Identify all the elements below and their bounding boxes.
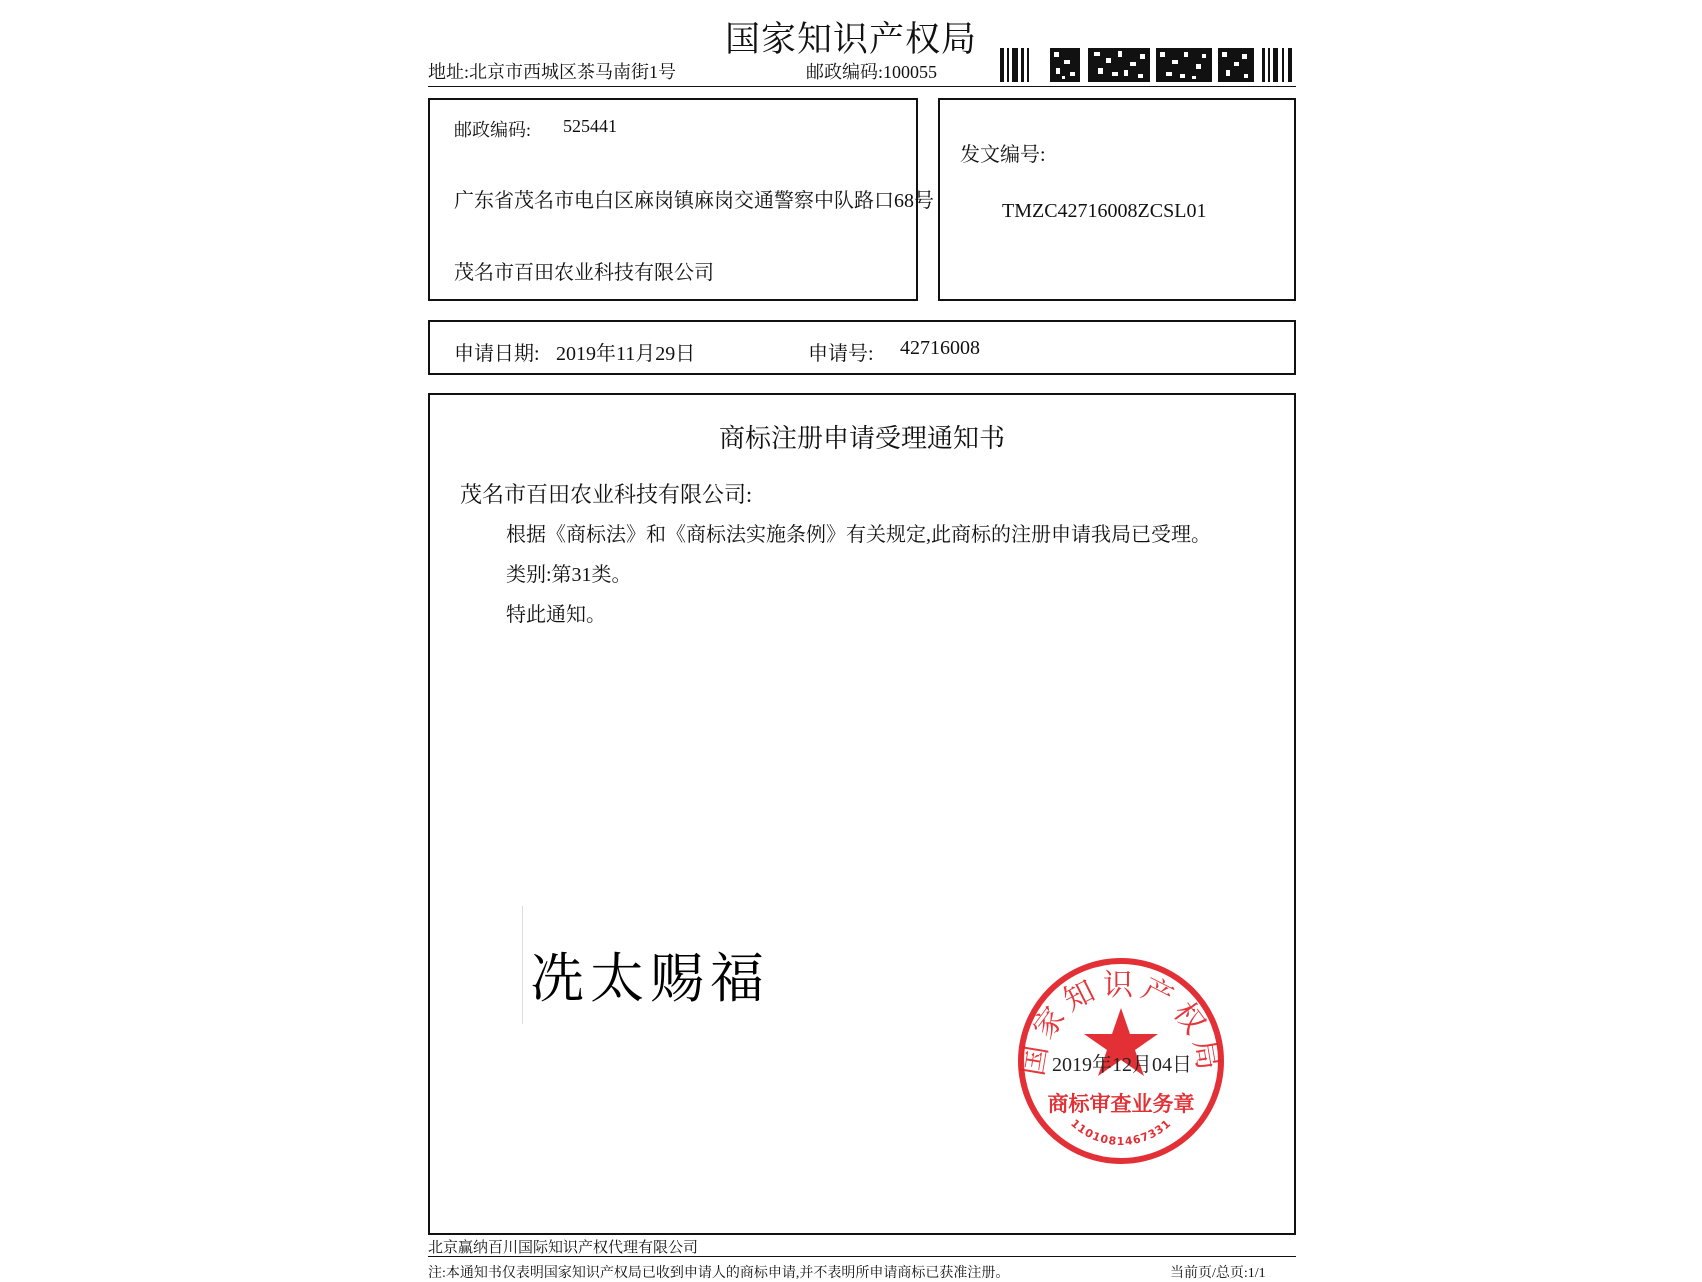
notice-addressee: 茂名市百田农业科技有限公司:: [460, 482, 753, 507]
document-number-label: 发文编号:: [960, 144, 1046, 166]
office-title: 国家知识产权局: [724, 20, 977, 59]
recipient-postal-value: 525441: [563, 116, 617, 136]
footer-divider: [428, 1256, 1296, 1257]
trademark-specimen: 冼太赐福: [530, 947, 770, 1010]
agent-name: 北京赢纳百川国际知识产权代理有限公司: [428, 1240, 699, 1256]
application-date-label: 申请日期:: [454, 343, 540, 365]
seal-bottom-text: 商标审查业务章: [1047, 1092, 1195, 1116]
notice-title: 商标注册申请受理通知书: [718, 424, 1005, 453]
application-number-value: 42716008: [900, 337, 980, 359]
application-date-value: 2019年11月29日: [556, 343, 696, 365]
issue-date: 2019年12月04日: [1052, 1054, 1192, 1076]
application-number-label: 申请号:: [808, 343, 874, 365]
notice-category: 类别:第31类。: [506, 564, 632, 586]
seal-code: 1101081467331: [1068, 1116, 1174, 1149]
notice-body: 根据《商标法》和《商标法实施条例》有关规定,此商标的注册申请我局已受理。: [506, 524, 1211, 546]
page-indicator: 当前页/总页:1/1: [1170, 1266, 1266, 1281]
footer-note: 注:本通知书仅表明国家知识产权局已收到申请人的商标申请,并不表明所申请商标已获准注册。: [428, 1266, 1010, 1281]
seal-top-text: 国家知识产权局: [1015, 967, 1227, 1079]
notice-closing: 特此通知。: [506, 604, 606, 626]
recipient-postal-label: 邮政编码:: [454, 120, 532, 140]
office-postal-code: 邮政编码:100055: [806, 62, 938, 82]
document-number-value: TMZC42716008ZCSL01: [1002, 200, 1207, 222]
recipient-address: 广东省茂名市电白区麻岗镇麻岗交通警察中队路口68号: [454, 190, 934, 212]
recipient-company: 茂名市百田农业科技有限公司: [454, 262, 714, 284]
barcode-image: [1000, 46, 1296, 84]
header-divider: [428, 86, 1296, 87]
office-address: 地址:北京市西城区茶马南街1号: [428, 62, 676, 82]
